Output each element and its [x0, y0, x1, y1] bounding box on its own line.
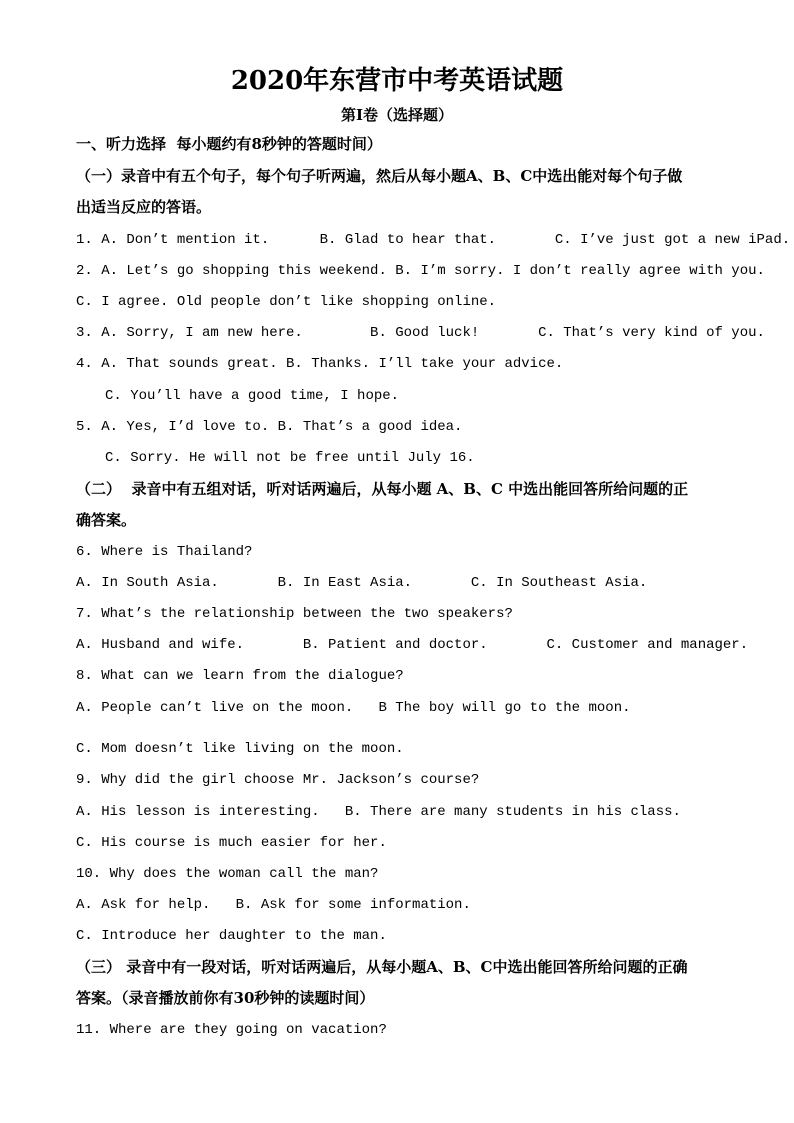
- exam-title: 2020年东营市中考英语试题: [230, 66, 564, 96]
- question-8-options: A. People can’t live on the moon. B The boy will go to the moon.: [76, 700, 631, 716]
- part1-instruction: （一）录音中有五个句子，每个句子听两遍，然后从每小题A、B、C中选出能对每个句子做: [76, 167, 683, 185]
- question-2: 2. A. Let’s go shopping this weekend. B. I’m sorry. I don’t really agree with you.: [76, 263, 765, 279]
- question-2-option-c: C. I agree. Old people don’t like shopping online.: [76, 294, 497, 310]
- question-5-option-c: C. Sorry. He will not be free until July 16.: [105, 450, 475, 466]
- question-10-options: A. Ask for help. B. Ask for some information.: [76, 897, 471, 913]
- question-10: 10. Why does the woman call the man?: [76, 866, 379, 882]
- question-4: 4. A. That sounds great. B. Thanks. I’ll take your advice.: [76, 356, 564, 372]
- question-8-option-c: C. Mom doesn’t like living on the moon.: [76, 741, 404, 757]
- part2-instruction-cont: 确答案。: [76, 511, 137, 529]
- question-11: 11. Where are they going on vacation?: [76, 1022, 387, 1038]
- question-1: 1. A. Don’t mention it. B. Glad to hear that. C. I’ve just got a new iPad.: [76, 232, 791, 248]
- question-7: 7. What’s the relationship between the two speakers?: [76, 606, 513, 622]
- question-10-option-c: C. Introduce her daughter to the man.: [76, 928, 387, 944]
- question-9-options: A. His lesson is interesting. B. There are many students in his class.: [76, 804, 681, 820]
- question-9: 9. Why did the girl choose Mr. Jackson’s course?: [76, 772, 480, 788]
- section-heading-listening: 一、听力选择 每小题约有8秒钟的答题时间）: [76, 135, 382, 153]
- question-4-option-c: C. You’ll have a good time, I hope.: [105, 388, 400, 404]
- part3-instruction-cont: 答案。（录音播放前你有30秒钟的读题时间）: [76, 989, 375, 1007]
- part2-instruction: （二） 录音中有五组对话，听对话两遍后，从每小题 A、B、C 中选出能回答所给问题的正: [76, 480, 689, 498]
- question-6-options: A. In South Asia. B. In East Asia. C. In Southeast Asia.: [76, 575, 648, 591]
- part3-instruction: （三） 录音中有一段对话，听对话两遍后，从每小题A、B、C中选出能回答所给问题的正确: [76, 958, 688, 976]
- question-8: 8. What can we learn from the dialogue?: [76, 668, 404, 684]
- question-6: 6. Where is Thailand?: [76, 544, 253, 560]
- question-3: 3. A. Sorry, I am new here. B. Good luck! C. That’s very kind of you.: [76, 325, 765, 341]
- question-7-options: A. Husband and wife. B. Patient and doctor. C. Customer and manager.: [76, 637, 749, 653]
- question-9-option-c: C. His course is much easier for her.: [76, 835, 387, 851]
- volume-subtitle: 第Ⅰ卷（选择题）: [340, 106, 454, 124]
- part1-instruction-cont: 出适当反应的答语。: [76, 198, 212, 216]
- question-5: 5. A. Yes, I’d love to. B. That’s a good idea.: [76, 419, 463, 435]
